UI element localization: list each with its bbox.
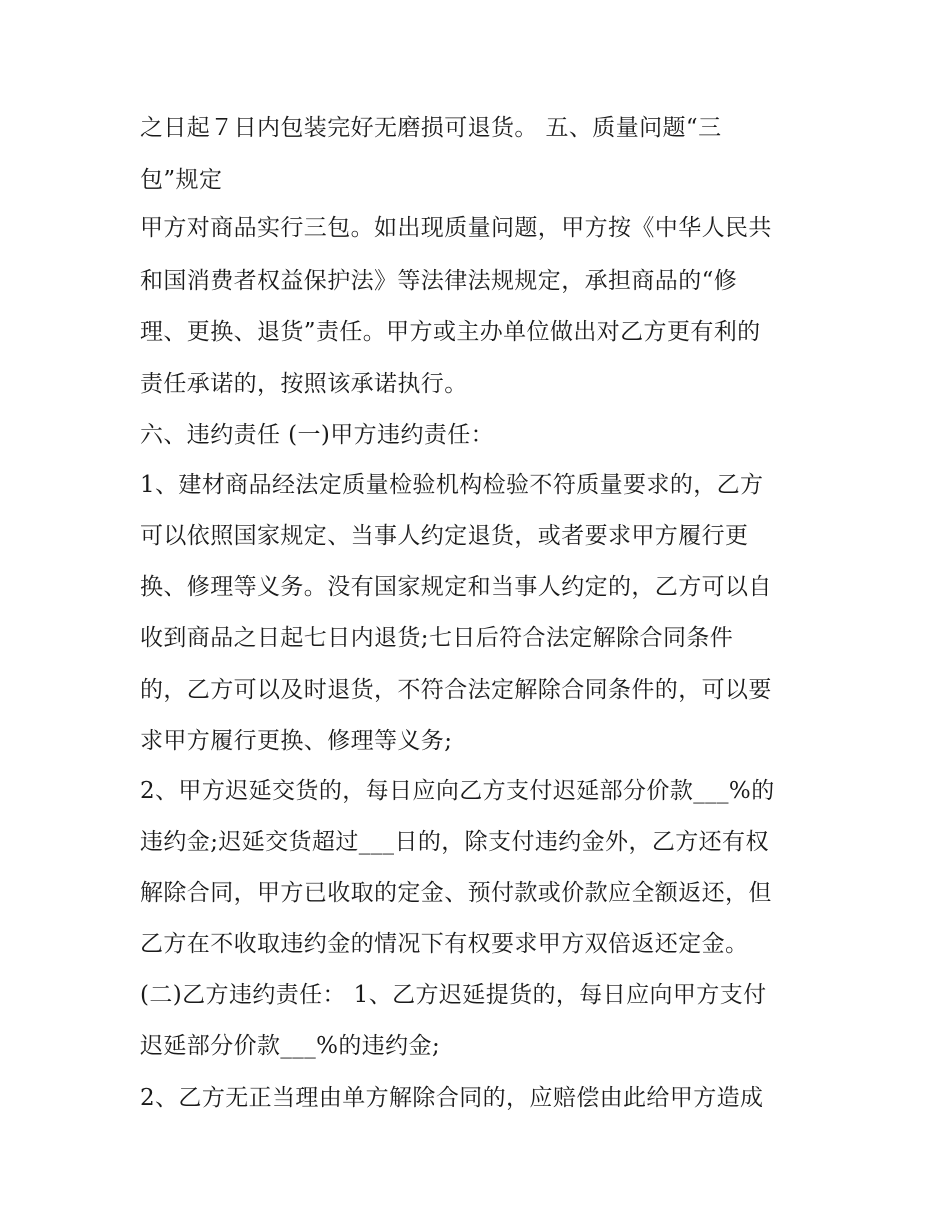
text-line: 求甲方履行更换、修理等义务;: [140, 728, 453, 754]
text-line: 之日起７日内包装完好无磨损可退货。 五、质量问题“三: [140, 115, 722, 141]
text-line: 包”规定: [140, 167, 223, 193]
text-line: 1、建材商品经法定质量检验机构检验不符质量要求的，乙方: [140, 472, 764, 498]
text-line: 甲方对商品实行三包。如出现质量问题，甲方按《中华人民共: [140, 215, 772, 241]
text-line: 解除合同，甲方已收取的定金、预付款或价款应全额返还，但: [140, 880, 772, 906]
text-line: 2、乙方无正当理由单方解除合同的，应赔偿由此给甲方造成: [140, 1085, 764, 1111]
text-line: 乙方在不收取违约金的情况下有权要求甲方双倍返还定金。: [140, 931, 749, 957]
text-line: 2、甲方迟延交货的，每日应向乙方支付迟延部分价款___%的: [140, 778, 775, 804]
text-line: 迟延部分价款___%的违约金;: [140, 1033, 441, 1059]
text-line: 换、修理等义务。没有国家规定和当事人约定的，乙方可以自: [140, 574, 772, 600]
text-line: (二)乙方违约责任： 1、乙方迟延提货的，每日应向甲方支付: [140, 982, 767, 1008]
text-line: 责任承诺的，按照该承诺执行。: [140, 371, 468, 397]
text-line: 违约金;迟延交货超过___日的，除支付违约金外，乙方还有权: [140, 829, 769, 855]
text-line: 收到商品之日起七日内退货;七日后符合法定解除合同条件: [140, 625, 734, 651]
text-line: 可以依照国家规定、当事人约定退货，或者要求甲方履行更: [140, 523, 749, 549]
text-line: 的，乙方可以及时退货，不符合法定解除合同条件的，可以要: [140, 677, 772, 703]
section-heading: 六、违约责任 (一)甲方违约责任：: [140, 422, 495, 448]
text-line: 理、更换、退货”责任。甲方或主办单位做出对乙方更有利的: [140, 319, 761, 345]
text-line: 和国消费者权益保护法》等法律法规规定，承担商品的“修: [140, 268, 738, 294]
